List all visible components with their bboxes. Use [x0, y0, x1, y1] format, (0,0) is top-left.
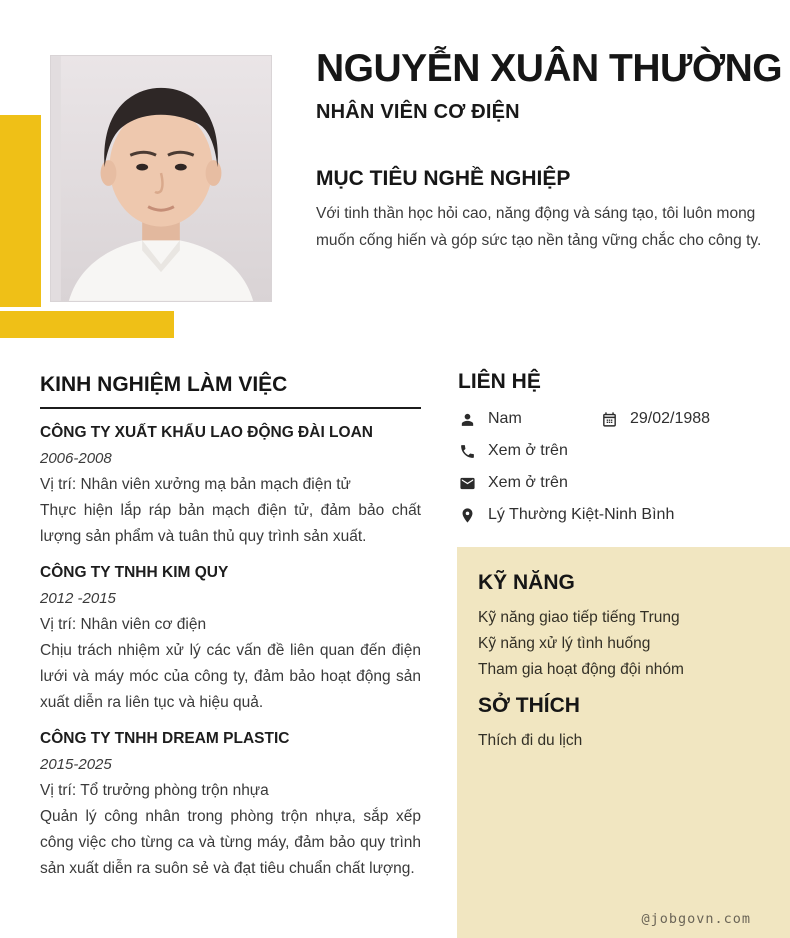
hobby-item: Thích đi du lịch [478, 732, 583, 749]
job-description: Quản lý công nhân trong phòng trộn nhựa, sắp xếp công việc cho từng ca và từng máy, đảm bảo quy trình sản xuất diễn ra suôn sẻ và đạt tiêu chuẩn chất lượng. [40, 808, 421, 877]
location-pin-icon [458, 506, 476, 524]
work-period: 2012 -2015 [40, 590, 116, 607]
contact-section [458, 368, 778, 531]
skills-list [478, 605, 772, 683]
company-name: CÔNG TY XUẤT KHẨU LAO ĐỘNG ĐÀI LOAN [40, 424, 373, 441]
phone-value: Xem ở trên [488, 442, 568, 459]
mail-icon [458, 474, 476, 492]
hobbies-list [478, 728, 772, 754]
contact-heading: LIÊN HỆ [458, 370, 541, 393]
candidate-job-title: NHÂN VIÊN CƠ ĐIỆN [316, 101, 520, 123]
skill-item: Kỹ năng xử lý tình huống [478, 635, 651, 652]
yellow-horizontal-bar [0, 311, 174, 338]
contact-row-email [458, 467, 778, 499]
email-value: Xem ở trên [488, 474, 568, 491]
skill-item: Kỹ năng giao tiếp tiếng Trung [478, 609, 680, 626]
hobbies-heading: SỞ THÍCH [478, 694, 580, 717]
company-name: CÔNG TY TNHH KIM QUY [40, 564, 229, 581]
experience-section [40, 372, 421, 882]
contact-row-phone [458, 435, 778, 467]
objective-section-heading: MỤC TIÊU NGHỀ NGHIỆP [316, 167, 571, 190]
experience-entry [40, 560, 421, 716]
candidate-name: NGUYỄN XUÂN THƯỜNG [316, 47, 783, 90]
experience-divider [40, 407, 421, 409]
address-value: Lý Thường Kiệt-Ninh Bình [488, 506, 675, 523]
portrait-photo-illustration [51, 56, 271, 301]
calendar-icon [600, 410, 618, 428]
work-period: 2015-2025 [40, 756, 112, 773]
job-description: Chịu trách nhiệm xử lý các vấn đề liên quan đến điện lưới và máy móc của công ty, đảm bảo hoạt động sản xuất diễn ra liên tục và hiệu quả. [40, 642, 421, 711]
birthdate-pair [600, 410, 710, 428]
skill-item: Tham gia hoạt động đội nhóm [478, 661, 684, 678]
contact-row-gender-birthdate [458, 403, 778, 435]
experience-entry [40, 726, 421, 882]
experience-entry [40, 420, 421, 550]
contact-row-address [458, 499, 778, 531]
job-position: Vị trí: Tổ trưởng phòng trộn nhựa [40, 782, 269, 799]
skills-heading: KỸ NĂNG [478, 571, 575, 594]
portrait-photo [50, 55, 272, 302]
experience-heading: KINH NGHIỆM LÀM VIỆC [40, 373, 288, 396]
person-icon [458, 410, 476, 428]
job-position: Vị trí: Nhân viên cơ điện [40, 616, 207, 633]
birthdate-value: 29/02/1988 [630, 410, 711, 427]
gender-value: Nam [488, 410, 522, 427]
phone-icon [458, 442, 476, 460]
contact-rows [458, 403, 778, 531]
company-name: CÔNG TY TNHH DREAM PLASTIC [40, 730, 290, 747]
job-description: Thực hiện lắp ráp bản mạch điện tử, đảm bảo chất lượng sản phẩm và tuân thủ quy trình sản xuất. [40, 502, 421, 545]
yellow-vertical-bar [0, 115, 41, 307]
gender-pair [458, 410, 600, 428]
skills-hobbies-box [457, 547, 790, 938]
objective-text: Với tinh thần học hỏi cao, năng động và sáng tạo, tôi luôn mong muốn cống hiến và góp sức tạo nền tảng vững chắc cho công ty. [316, 205, 762, 249]
site-watermark: @jobgovn.com [641, 911, 751, 927]
job-position: Vị trí: Nhân viên xưởng mạ bản mạch điện tử [40, 476, 351, 493]
work-period: 2006-2008 [40, 450, 112, 467]
